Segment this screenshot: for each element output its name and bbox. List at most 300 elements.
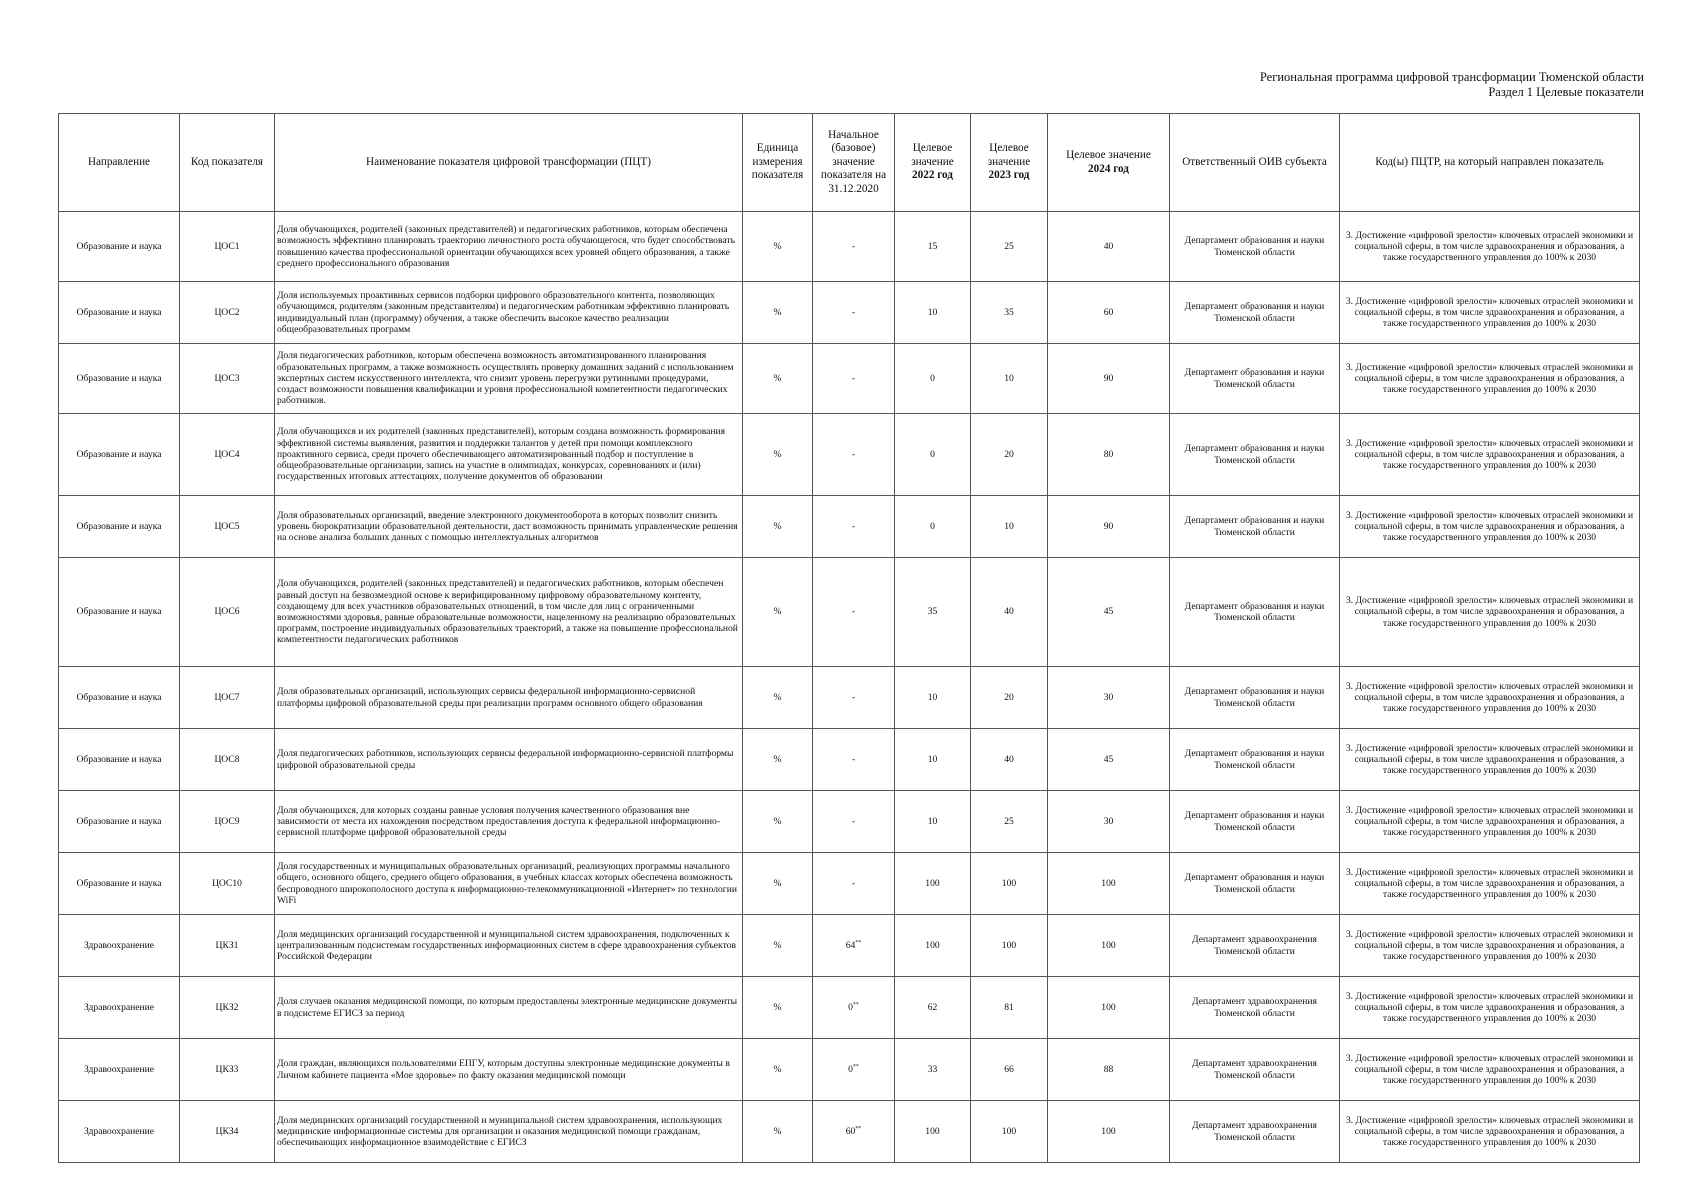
- cell-indicator-name-text: Доля государственных и муниципальных образовательных организаций, реализующих программы начального общего, основного общего, среднего общего образования, в учебных классах которых обеспечена возможность беспроводного широкополосного доступа к информационно-телекоммуникационной «Интернет» по технологии WiFi: [277, 861, 737, 906]
- cell-responsible-body: [1170, 667, 1340, 729]
- cell-direction: [59, 667, 180, 729]
- cell-target-2024: [1048, 558, 1170, 667]
- cell-indicator-code-text: ЦОС9: [214, 815, 240, 827]
- cell-target-2023-text: 10: [1004, 372, 1014, 384]
- cell-direction: [59, 853, 180, 915]
- cell-target-2022-text: 100: [925, 877, 940, 889]
- cell-base-value-text: -: [851, 448, 856, 460]
- cell-direction-text: Здравоохранение: [83, 1063, 155, 1075]
- cell-target-2024: [1048, 212, 1170, 282]
- cell-target-2023-text: 40: [1004, 753, 1014, 765]
- cell-target-2023-text: 100: [1001, 877, 1017, 889]
- cell-target-2024: [1048, 667, 1170, 729]
- cell-indicator-name-text: Доля медицинских организаций государственной и муниципальной систем здравоохранения, использующих медицинские информационные системы для организации и оказания медицинской помощи гражданам, обеспечивающих информационное взаимодействие с ЕГИСЗ: [277, 1114, 723, 1149]
- cell-unit: [743, 414, 813, 496]
- cell-responsible-body: [1170, 344, 1340, 414]
- cell-indicator-code-text: ЦОС7: [214, 691, 240, 703]
- cell-target-2022-text: 10: [927, 753, 938, 765]
- cell-target-2024-text: 80: [1103, 448, 1114, 460]
- col-header-oiv: Ответственный ОИВ субъекта: [1170, 114, 1340, 212]
- cell-pctr-code: [1340, 1101, 1640, 1163]
- cell-responsible-body: [1170, 977, 1340, 1039]
- cell-target-2023: [971, 558, 1048, 667]
- cell-target-2023: [971, 282, 1048, 344]
- col-header-2023: [971, 114, 1048, 212]
- cell-indicator-name: [275, 791, 743, 853]
- cell-indicator-name-text: Доля педагогических работников, которым обеспечена возможность автоматизированного планирования образовательных программ, а также возможность осуществлять проверку домашних заданий с использованием экспертных систем искусственного интеллекта, что снизит уровень перегрузки рутинными процедурами, создаст возможности повышения квалификации и уровня профессиональной компетентности педагогических работников.: [277, 350, 734, 407]
- cell-target-2022: [895, 1039, 971, 1101]
- cell-target-2024-text: 30: [1103, 691, 1114, 703]
- cell-target-2024: [1048, 344, 1170, 414]
- cell-unit: [743, 977, 813, 1039]
- cell-base-value: [813, 212, 895, 282]
- table-row: [59, 977, 1640, 1039]
- cell-target-2022: [895, 558, 971, 667]
- cell-unit: [743, 282, 813, 344]
- cell-responsible-body-text: Департамент здравоохранения Тюменской области: [1192, 1120, 1317, 1143]
- cell-target-2022: [895, 977, 971, 1039]
- cell-base-value: [813, 282, 895, 344]
- cell-base-value-text: 60: [845, 1125, 856, 1137]
- cell-pctr-code-text: 3. Достижение «цифровой зрелости» ключевых отраслей экономики и социальной сферы, в том числе здравоохранения и образования, а также государственного управления до 100% к 2030: [1345, 742, 1634, 777]
- cell-responsible-body-text: Департамент образования и науки Тюменской области: [1184, 235, 1325, 258]
- cell-direction-text: Образование и наука: [76, 606, 162, 618]
- cell-indicator-code: [180, 212, 275, 282]
- cell-base-value: [813, 344, 895, 414]
- cell-indicator-name-text: Доля используемых проактивных сервисов подборки цифрового образовательного контента, позволяющих обучающимся, родителям (законным представителям) и педагогическим работникам эффективно планировать индивидуальный план (программу) обучения, а также обеспечить высокое качество реализации общеобразовательных программ: [277, 290, 730, 335]
- cell-target-2022-text: 10: [927, 691, 938, 703]
- cell-responsible-body: [1170, 791, 1340, 853]
- cell-indicator-code: [180, 1101, 275, 1163]
- cell-indicator-name: [275, 853, 743, 915]
- cell-unit-text: %: [773, 448, 782, 460]
- cell-target-2022-text: 100: [925, 939, 940, 951]
- cell-target-2024-text: 88: [1103, 1063, 1114, 1075]
- cell-base-value-text: -: [851, 877, 856, 889]
- cell-base-value: [813, 977, 895, 1039]
- cell-unit-text: %: [773, 815, 782, 827]
- table-row: [59, 414, 1640, 496]
- cell-pctr-code-text: 3. Достижение «цифровой зрелости» ключевых отраслей экономики и социальной сферы, в том числе здравоохранения и образования, а также государственного управления до 100% к 2030: [1345, 990, 1634, 1025]
- cell-indicator-code-text: ЦОС10: [212, 877, 242, 889]
- cell-pctr-code: [1340, 853, 1640, 915]
- cell-base-value: [813, 915, 895, 977]
- cell-indicator-code-text: ЦКЗ4: [215, 1125, 239, 1137]
- cell-indicator-code: [180, 915, 275, 977]
- cell-base-value: [813, 791, 895, 853]
- cell-target-2022-text: 0: [930, 372, 935, 384]
- cell-responsible-body: [1170, 1039, 1340, 1101]
- cell-target-2023: [971, 414, 1048, 496]
- cell-target-2023-text: 10: [1004, 520, 1014, 532]
- cell-pctr-code: [1340, 977, 1640, 1039]
- col-header-2022-year: 2022 год: [912, 169, 953, 182]
- cell-target-2023: [971, 915, 1048, 977]
- cell-indicator-name-text: Доля образовательных организаций, введение электронного документооборота в которых позволит снизить уровень бюрократизации образовательной деятельности, даст возможность принимать управленческие решения на основе анализа больших данных с помощью интеллектуальных алгоритмов: [277, 509, 738, 544]
- cell-responsible-body-text: Департамент образования и науки Тюменской области: [1184, 301, 1325, 324]
- cell-base-value-text: -: [851, 691, 856, 703]
- col-header-unit: Единица измерения показателя: [743, 114, 813, 212]
- cell-pctr-code: [1340, 414, 1640, 496]
- cell-responsible-body: [1170, 558, 1340, 667]
- cell-indicator-code: [180, 729, 275, 791]
- cell-responsible-body: [1170, 729, 1340, 791]
- cell-target-2023: [971, 729, 1048, 791]
- cell-direction: [59, 558, 180, 667]
- cell-target-2022-text: 0: [930, 520, 935, 532]
- table-header-row: [59, 114, 1640, 212]
- cell-base-value-text: -: [851, 606, 856, 618]
- cell-direction-text: Образование и наука: [76, 815, 162, 827]
- cell-base-value-text: -: [851, 372, 856, 384]
- cell-unit-text: %: [773, 520, 782, 532]
- cell-indicator-code: [180, 977, 275, 1039]
- cell-target-2024-text: 90: [1103, 520, 1114, 532]
- document-header: [1260, 70, 1644, 100]
- cell-target-2023-text: 20: [1004, 691, 1014, 703]
- cell-target-2022-text: 35: [927, 606, 938, 618]
- cell-indicator-name-text: Доля граждан, являющихся пользователями ЕПГУ, которым доступны электронные медицинские документы в Личном кабинете пациента «Мое здоровье» по факту оказания медицинской помощи: [277, 1058, 730, 1081]
- cell-responsible-body: [1170, 282, 1340, 344]
- cell-indicator-name: [275, 282, 743, 344]
- cell-responsible-body-text: Департамент здравоохранения Тюменской области: [1192, 1058, 1317, 1081]
- cell-indicator-code: [180, 791, 275, 853]
- cell-direction-text: Здравоохранение: [83, 939, 155, 951]
- cell-indicator-name-text: Доля обучающихся, родителей (законных представителей) и педагогических работников, которым обеспечена возможность эффективно планировать траекторию личностного роста обучающегося, что будет способствовать повышению качества профессиональной ориентации обучающихся всех уровней общего образования, а также среднего профессионального образования: [277, 224, 735, 269]
- cell-unit: [743, 496, 813, 558]
- cell-indicator-code-text: ЦОС4: [214, 448, 240, 460]
- cell-pctr-code-text: 3. Достижение «цифровой зрелости» ключевых отраслей экономики и социальной сферы, в том числе здравоохранения и образования, а также государственного управления до 100% к 2030: [1345, 928, 1634, 963]
- cell-target-2024-text: 30: [1103, 815, 1114, 827]
- table-row: [59, 496, 1640, 558]
- table-row: [59, 791, 1640, 853]
- cell-direction: [59, 212, 180, 282]
- cell-direction: [59, 915, 180, 977]
- cell-indicator-code-text: ЦКЗ2: [215, 1001, 239, 1013]
- cell-indicator-code: [180, 282, 275, 344]
- cell-responsible-body-text: Департамент образования и науки Тюменской области: [1184, 686, 1325, 709]
- cell-pctr-code: [1340, 667, 1640, 729]
- cell-pctr-code-text: 3. Достижение «цифровой зрелости» ключевых отраслей экономики и социальной сферы, в том числе здравоохранения и образования, а также государственного управления до 100% к 2030: [1345, 295, 1634, 330]
- target-indicators-table: [58, 113, 1640, 1163]
- cell-indicator-name-text: Доля педагогических работников, использующих сервисы федеральной информационно-сервисной платформы цифровой образовательной среды: [277, 748, 734, 771]
- cell-target-2023: [971, 853, 1048, 915]
- cell-target-2022-text: 100: [925, 1125, 940, 1137]
- cell-target-2024: [1048, 282, 1170, 344]
- cell-indicator-name: [275, 558, 743, 667]
- cell-target-2024-text: 60: [1103, 306, 1114, 318]
- cell-direction: [59, 344, 180, 414]
- cell-unit: [743, 1039, 813, 1101]
- cell-base-value-text: 0: [848, 1001, 853, 1013]
- cell-base-value: [813, 414, 895, 496]
- cell-base-value: [813, 496, 895, 558]
- table-row: [59, 282, 1640, 344]
- cell-target-2024-text: 90: [1103, 372, 1114, 384]
- cell-indicator-code-text: ЦКЗ1: [215, 939, 239, 951]
- cell-target-2023-text: 40: [1004, 606, 1014, 618]
- col-header-2022-label: Целевое значение: [911, 142, 954, 168]
- table-row: [59, 558, 1640, 667]
- cell-indicator-name-text: Доля медицинских организаций государственной и муниципальной систем здравоохранения, подключенных к централизованным подсистемам государственных информационных систем в сфере здравоохранения субъектов Российской Федерации: [277, 928, 736, 963]
- cell-target-2022: [895, 667, 971, 729]
- cell-responsible-body-text: Департамент образования и науки Тюменской области: [1184, 600, 1325, 623]
- cell-target-2024-text: 45: [1103, 753, 1114, 765]
- cell-target-2023-text: 100: [1001, 939, 1017, 951]
- cell-direction-text: Образование и наука: [76, 753, 162, 765]
- cell-unit-text: %: [773, 240, 782, 252]
- cell-indicator-name: [275, 212, 743, 282]
- cell-indicator-code: [180, 344, 275, 414]
- cell-pctr-code-text: 3. Достижение «цифровой зрелости» ключевых отраслей экономики и социальной сферы, в том числе здравоохранения и образования, а также государственного управления до 100% к 2030: [1345, 437, 1634, 472]
- cell-responsible-body-text: Департамент образования и науки Тюменской области: [1184, 810, 1325, 833]
- table-row: [59, 729, 1640, 791]
- cell-target-2023: [971, 496, 1048, 558]
- cell-indicator-code: [180, 853, 275, 915]
- cell-pctr-code-text: 3. Достижение «цифровой зрелости» ключевых отраслей экономики и социальной сферы, в том числе здравоохранения и образования, а также государственного управления до 100% к 2030: [1345, 680, 1634, 715]
- cell-responsible-body-text: Департамент образования и науки Тюменской области: [1184, 443, 1325, 466]
- cell-direction-text: Образование и наука: [76, 448, 162, 460]
- cell-direction-text: Здравоохранение: [83, 1125, 155, 1137]
- footnote-marker: **: [852, 1001, 859, 1008]
- cell-target-2024: [1048, 915, 1170, 977]
- cell-target-2022: [895, 282, 971, 344]
- cell-unit: [743, 729, 813, 791]
- cell-target-2023: [971, 667, 1048, 729]
- cell-unit: [743, 212, 813, 282]
- cell-target-2024: [1048, 414, 1170, 496]
- cell-target-2024: [1048, 729, 1170, 791]
- cell-target-2022-text: 10: [927, 306, 938, 318]
- col-header-base: Начальное (базовое) значение показателя на 31.12.2020: [813, 114, 895, 212]
- cell-indicator-name: [275, 667, 743, 729]
- cell-direction: [59, 414, 180, 496]
- cell-direction-text: Образование и наука: [76, 691, 162, 703]
- footnote-marker: **: [855, 1125, 862, 1132]
- cell-target-2023: [971, 212, 1048, 282]
- cell-direction-text: Образование и наука: [76, 877, 162, 889]
- cell-unit: [743, 915, 813, 977]
- cell-target-2023-text: 25: [1004, 815, 1014, 827]
- cell-direction-text: Образование и наука: [76, 306, 162, 318]
- cell-base-value: [813, 558, 895, 667]
- cell-indicator-code-text: ЦКЗ3: [215, 1063, 239, 1075]
- cell-pctr-code: [1340, 791, 1640, 853]
- cell-base-value: [813, 853, 895, 915]
- cell-target-2022-text: 33: [927, 1063, 938, 1075]
- cell-base-value-text: -: [851, 240, 856, 252]
- table-row: [59, 1101, 1640, 1163]
- table-row: [59, 915, 1640, 977]
- cell-indicator-name: [275, 496, 743, 558]
- col-header-2023-year: 2023 год: [988, 169, 1030, 182]
- cell-unit-text: %: [773, 606, 782, 618]
- cell-pctr-code-text: 3. Достижение «цифровой зрелости» ключевых отраслей экономики и социальной сферы, в том числе здравоохранения и образования, а также государственного управления до 100% к 2030: [1345, 1052, 1634, 1087]
- cell-unit: [743, 791, 813, 853]
- cell-responsible-body-text: Департамент образования и науки Тюменской области: [1184, 515, 1325, 538]
- cell-target-2022: [895, 344, 971, 414]
- cell-pctr-code-text: 3. Достижение «цифровой зрелости» ключевых отраслей экономики и социальной сферы, в том числе здравоохранения и образования, а также государственного управления до 100% к 2030: [1345, 229, 1634, 264]
- cell-pctr-code-text: 3. Достижение «цифровой зрелости» ключевых отраслей экономики и социальной сферы, в том числе здравоохранения и образования, а также государственного управления до 100% к 2030: [1345, 509, 1634, 544]
- table-row: [59, 853, 1640, 915]
- cell-target-2024-text: 100: [1101, 1001, 1116, 1013]
- cell-target-2023: [971, 1101, 1048, 1163]
- cell-target-2024: [1048, 791, 1170, 853]
- cell-indicator-code: [180, 414, 275, 496]
- cell-unit-text: %: [773, 939, 782, 951]
- cell-unit: [743, 853, 813, 915]
- cell-base-value-text: 64: [845, 939, 856, 951]
- cell-indicator-code-text: ЦОС1: [214, 240, 240, 252]
- col-header-name: Наименование показателя цифровой трансформации (ПЦТ): [275, 114, 743, 212]
- cell-target-2024-text: 100: [1101, 1125, 1116, 1137]
- cell-responsible-body: [1170, 496, 1340, 558]
- cell-target-2022-text: 15: [927, 240, 938, 252]
- cell-indicator-code: [180, 1039, 275, 1101]
- cell-target-2023: [971, 977, 1048, 1039]
- col-header-2024-label: Целевое значение: [1066, 149, 1151, 161]
- cell-target-2022-text: 0: [930, 448, 935, 460]
- table-row: [59, 212, 1640, 282]
- cell-unit-text: %: [773, 1125, 782, 1137]
- cell-indicator-code-text: ЦОС6: [214, 606, 240, 618]
- cell-base-value: [813, 667, 895, 729]
- cell-pctr-code: [1340, 212, 1640, 282]
- cell-target-2022: [895, 729, 971, 791]
- cell-pctr-code-text: 3. Достижение «цифровой зрелости» ключевых отраслей экономики и социальной сферы, в том числе здравоохранения и образования, а также государственного управления до 100% к 2030: [1345, 361, 1634, 396]
- cell-unit-text: %: [773, 372, 782, 384]
- cell-direction-text: Здравоохранение: [83, 1001, 155, 1013]
- cell-pctr-code: [1340, 496, 1640, 558]
- cell-indicator-code: [180, 667, 275, 729]
- cell-indicator-code-text: ЦОС3: [214, 372, 240, 384]
- col-header-2023-label: Целевое значение: [987, 142, 1031, 168]
- cell-indicator-name-text: Доля случаев оказания медицинской помощи, по которым предоставлены электронные медицинские документы в подсистеме ЕГИСЗ за период: [277, 996, 738, 1019]
- cell-unit-text: %: [773, 1063, 782, 1075]
- cell-indicator-name: [275, 414, 743, 496]
- cell-target-2024-text: 100: [1101, 877, 1116, 889]
- cell-target-2024: [1048, 853, 1170, 915]
- cell-target-2022-text: 62: [927, 1001, 938, 1013]
- cell-target-2022: [895, 1101, 971, 1163]
- cell-target-2024: [1048, 977, 1170, 1039]
- cell-direction: [59, 282, 180, 344]
- cell-indicator-code-text: ЦОС2: [214, 306, 240, 318]
- col-header-pctr: Код(ы) ПЦТР, на который направлен показатель: [1340, 114, 1640, 212]
- cell-indicator-name: [275, 915, 743, 977]
- footnote-marker: **: [855, 939, 862, 946]
- cell-direction: [59, 977, 180, 1039]
- cell-indicator-code: [180, 496, 275, 558]
- cell-target-2024-text: 100: [1101, 939, 1116, 951]
- cell-unit-text: %: [773, 306, 782, 318]
- cell-unit: [743, 667, 813, 729]
- cell-pctr-code: [1340, 915, 1640, 977]
- col-header-2024: [1048, 114, 1170, 212]
- header-section-title: Раздел 1 Целевые показатели: [1488, 85, 1644, 99]
- cell-responsible-body-text: Департамент здравоохранения Тюменской области: [1192, 996, 1317, 1019]
- cell-base-value: [813, 1039, 895, 1101]
- cell-unit-text: %: [773, 877, 782, 889]
- cell-direction-text: Образование и наука: [76, 520, 162, 532]
- cell-target-2024-text: 45: [1103, 606, 1114, 618]
- footnote-marker: **: [852, 1063, 859, 1070]
- cell-target-2023-text: 25: [1004, 240, 1014, 252]
- cell-pctr-code-text: 3. Достижение «цифровой зрелости» ключевых отраслей экономики и социальной сферы, в том числе здравоохранения и образования, а также государственного управления до 100% к 2030: [1345, 1114, 1634, 1149]
- cell-indicator-code-text: ЦОС5: [214, 520, 240, 532]
- cell-target-2023: [971, 344, 1048, 414]
- cell-indicator-name-text: Доля обучающихся и их родителей (законных представителей), которым создана возможность формирования эффективной системы выявления, развития и поддержки талантов у детей при помощи комплексного проактивного сервиса, среди прочего обеспечивающего автоматизированный подбор и поступление в общеобразовательные организации, запись на участие в олимпиадах, конкурсах, соревнованиях и (или) государственных итоговых аттестациях, получение документов об образовании: [277, 426, 726, 483]
- cell-pctr-code-text: 3. Достижение «цифровой зрелости» ключевых отраслей экономики и социальной сферы, в том числе здравоохранения и образования, а также государственного управления до 100% к 2030: [1345, 804, 1634, 839]
- cell-direction: [59, 1101, 180, 1163]
- cell-unit-text: %: [773, 1001, 782, 1013]
- col-header-code: Код показателя: [180, 114, 275, 212]
- cell-direction-text: Образование и наука: [76, 240, 162, 252]
- cell-target-2022: [895, 791, 971, 853]
- cell-indicator-code-text: ЦОС8: [214, 753, 240, 765]
- cell-responsible-body: [1170, 414, 1340, 496]
- cell-target-2024-text: 40: [1103, 240, 1114, 252]
- cell-indicator-name: [275, 1101, 743, 1163]
- cell-indicator-name-text: Доля образовательных организаций, использующих сервисы федеральной информационно-сервисной платформы цифровой образовательной среды при реализации программ основного общего образования: [277, 686, 703, 709]
- cell-unit: [743, 344, 813, 414]
- cell-responsible-body-text: Департамент образования и науки Тюменской области: [1184, 872, 1325, 895]
- cell-target-2023-text: 20: [1004, 448, 1014, 460]
- cell-target-2022: [895, 915, 971, 977]
- cell-direction: [59, 791, 180, 853]
- table-row: [59, 1039, 1640, 1101]
- cell-responsible-body: [1170, 915, 1340, 977]
- cell-target-2022: [895, 853, 971, 915]
- col-header-2024-year: 2024 год: [1088, 162, 1129, 175]
- cell-target-2023-text: 100: [1001, 1125, 1017, 1137]
- cell-responsible-body: [1170, 1101, 1340, 1163]
- cell-pctr-code: [1340, 558, 1640, 667]
- col-header-direction: Направление: [59, 114, 180, 212]
- cell-responsible-body-text: Департамент образования и науки Тюменской области: [1184, 367, 1325, 390]
- cell-pctr-code: [1340, 729, 1640, 791]
- cell-unit: [743, 1101, 813, 1163]
- col-header-2022: [895, 114, 971, 212]
- cell-indicator-name-text: Доля обучающихся, родителей (законных представителей) и педагогических работников, которым обеспечен равный доступ на безвозмездной основе к верифицированному цифровому образовательному контенту, создающему для всех участников образовательных отношений, в том числе для лиц с ограниченными возможностями здоровья, равные образовательные возможности, нацеленному на реализацию образовательных программ, построение индивидуальных образовательных траекторий, а также на повышение профессиональной компетентности педагогических работников: [277, 578, 738, 646]
- cell-pctr-code: [1340, 344, 1640, 414]
- cell-base-value-text: -: [851, 815, 856, 827]
- cell-unit-text: %: [773, 691, 782, 703]
- cell-target-2024: [1048, 1039, 1170, 1101]
- cell-pctr-code-text: 3. Достижение «цифровой зрелости» ключевых отраслей экономики и социальной сферы, в том числе здравоохранения и образования, а также государственного управления до 100% к 2030: [1345, 595, 1634, 629]
- cell-target-2022: [895, 414, 971, 496]
- cell-responsible-body: [1170, 212, 1340, 282]
- cell-target-2024: [1048, 496, 1170, 558]
- cell-responsible-body: [1170, 853, 1340, 915]
- cell-base-value-text: -: [851, 753, 856, 765]
- cell-target-2022: [895, 212, 971, 282]
- cell-target-2024: [1048, 1101, 1170, 1163]
- cell-indicator-name-text: Доля обучающихся, для которых созданы равные условия получения качественного образования вне зависимости от места их нахождения посредством предоставления доступа к федеральной информационно-сервисной платформе цифровой образовательной среды: [277, 804, 721, 839]
- cell-base-value-text: 0: [848, 1063, 853, 1075]
- cell-target-2023-text: 35: [1004, 306, 1014, 318]
- table-row: [59, 344, 1640, 414]
- cell-indicator-name: [275, 977, 743, 1039]
- cell-direction: [59, 1039, 180, 1101]
- cell-indicator-name: [275, 344, 743, 414]
- cell-unit: [743, 558, 813, 667]
- cell-base-value: [813, 729, 895, 791]
- cell-target-2022-text: 10: [927, 815, 938, 827]
- cell-responsible-body-text: Департамент образования и науки Тюменской области: [1184, 748, 1325, 771]
- cell-base-value: [813, 1101, 895, 1163]
- cell-target-2022: [895, 496, 971, 558]
